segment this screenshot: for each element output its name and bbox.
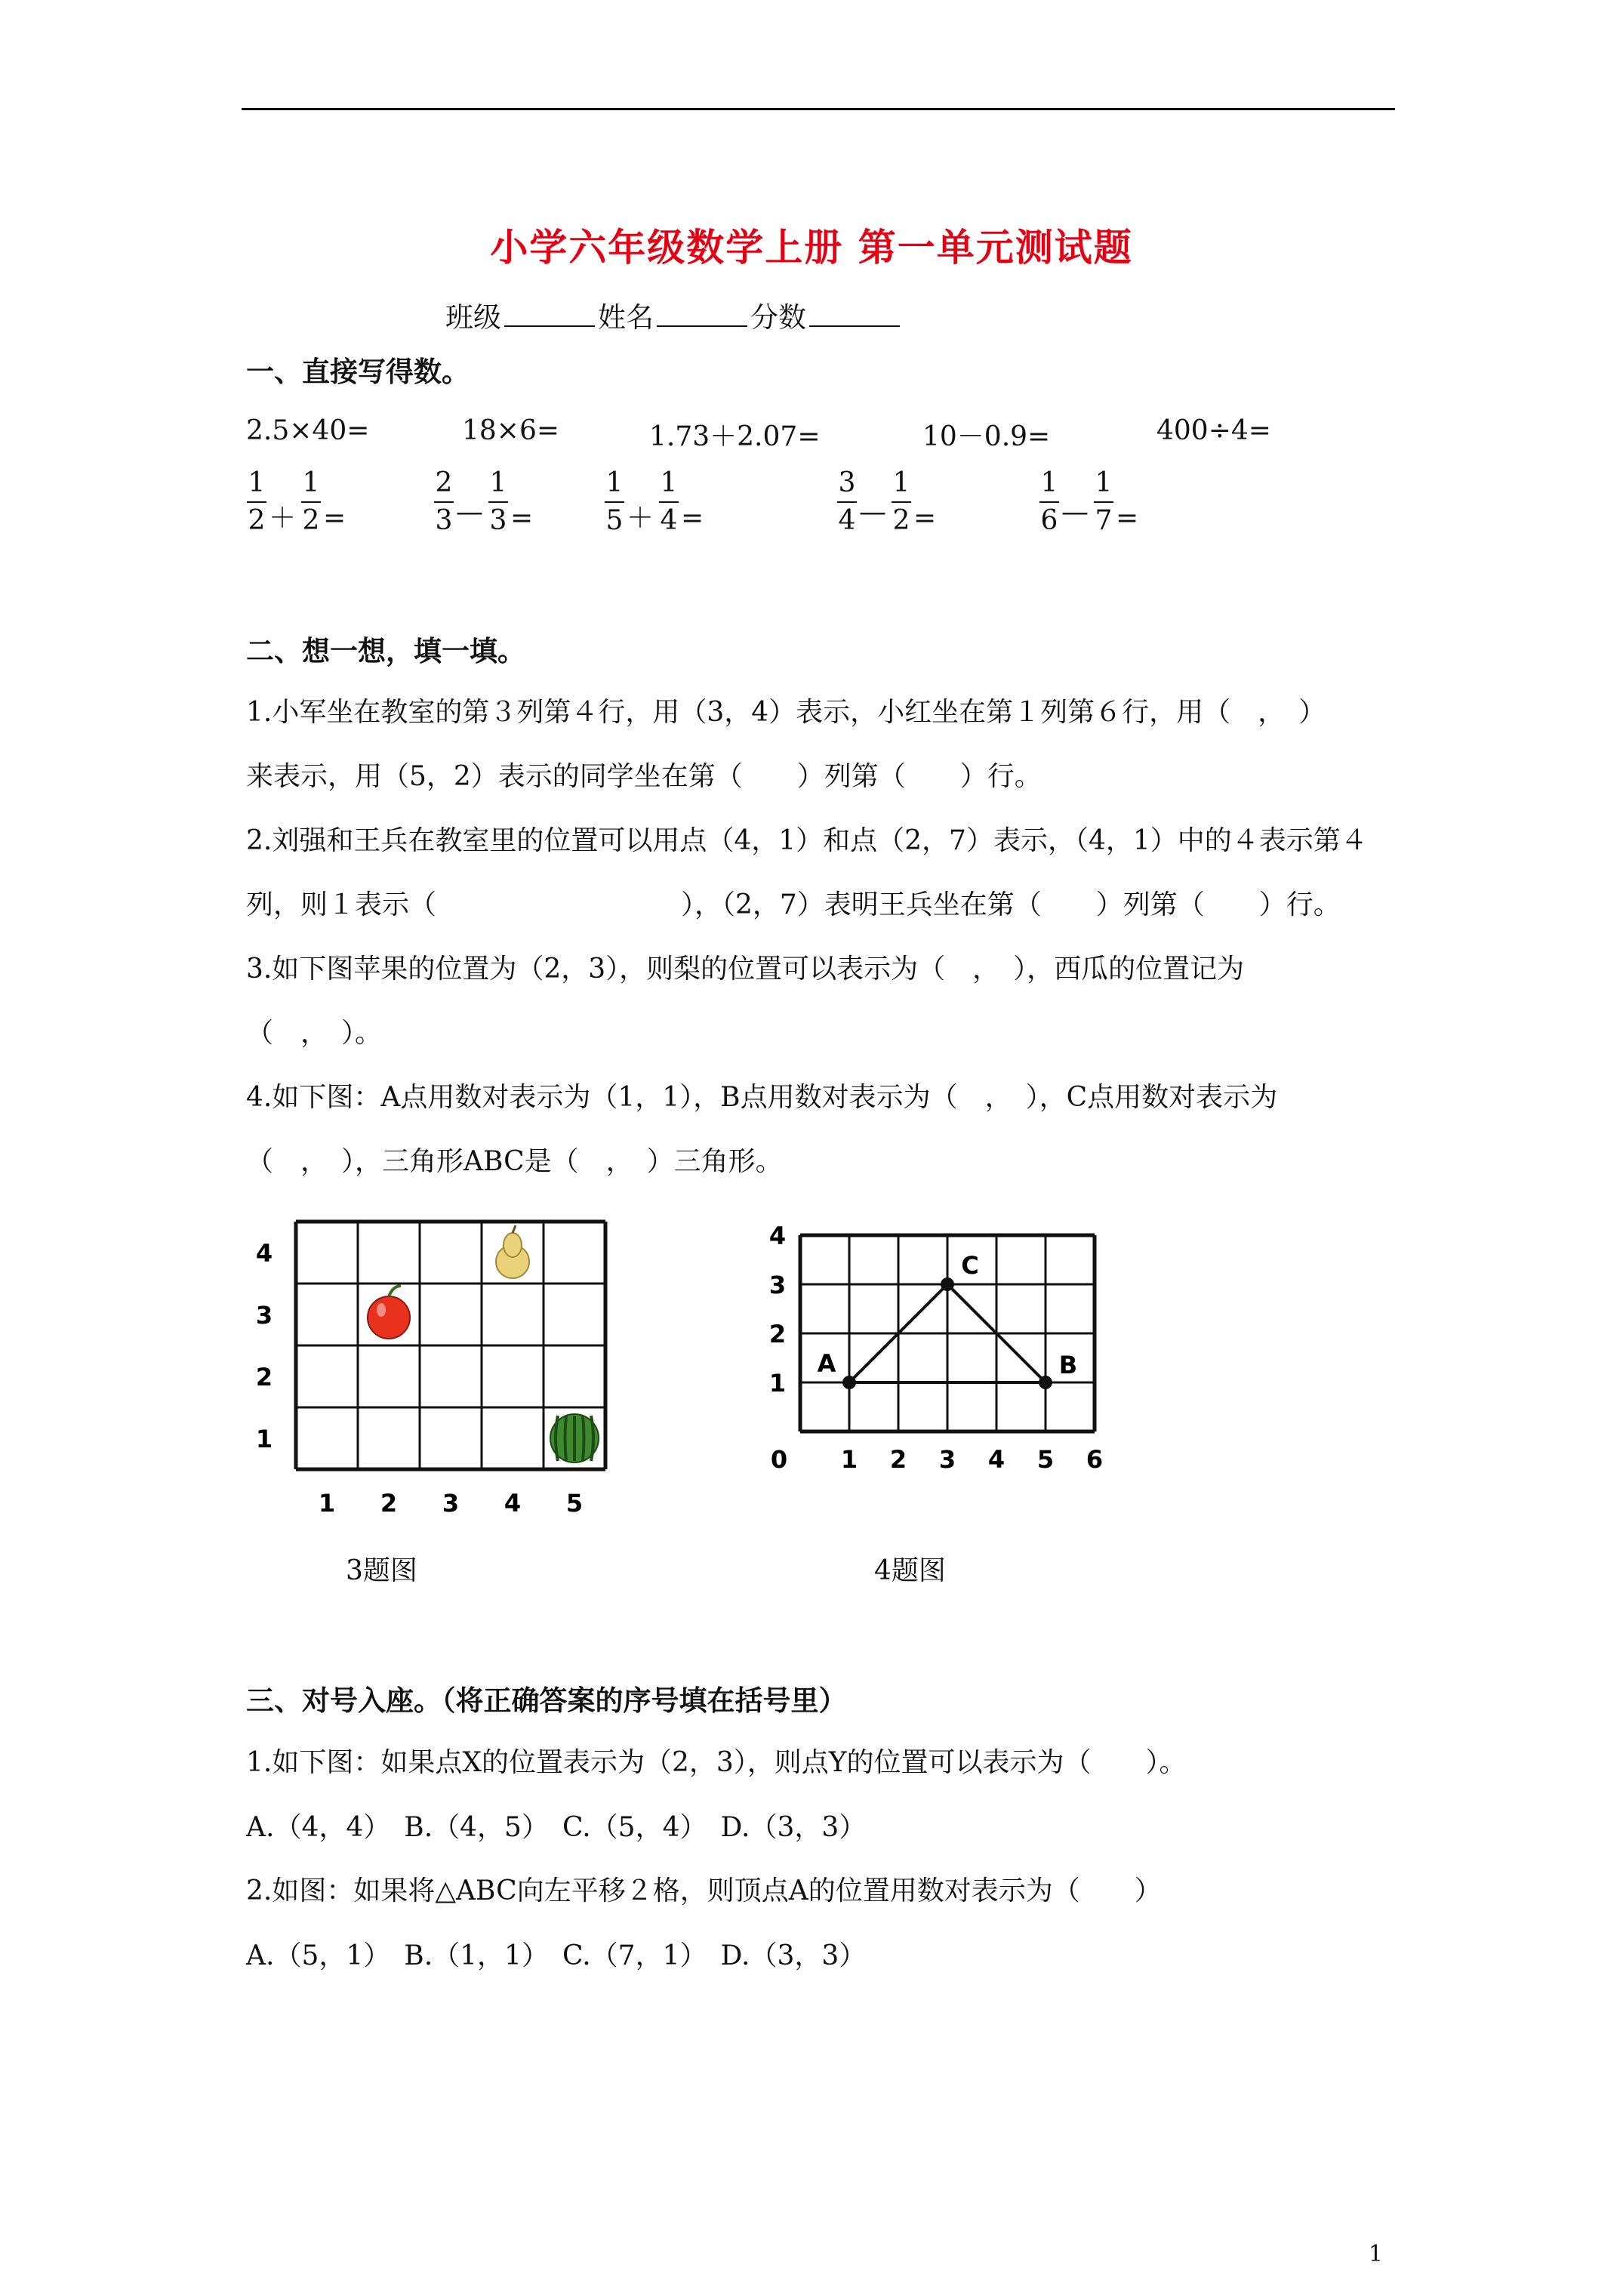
apple-icon [368, 1286, 410, 1339]
score-blank[interactable] [809, 301, 900, 327]
point-marker [941, 1277, 954, 1291]
x-tick-label: 5 [565, 1489, 584, 1518]
x-tick-label: 3 [442, 1489, 460, 1518]
equals-sign: = [681, 503, 704, 534]
question-line: 1.小军坐在教室的第３列第４行，用（3，4）表示，小红坐在第１列第６行，用（ ， ） [246, 697, 1326, 728]
point-label: A [817, 1349, 836, 1378]
y-tick-label: 3 [255, 1301, 273, 1330]
name-label: 姓名 [598, 301, 654, 334]
numerator: 1 [1095, 467, 1113, 498]
denominator: 4 [660, 505, 678, 536]
name-blank[interactable] [657, 301, 747, 327]
equals-sign: = [1116, 503, 1139, 534]
numerator: 1 [489, 467, 507, 498]
question-line: 3.如下图苹果的位置为（2，3），则梨的位置可以表示为（ ， ），西瓜的位置记为 [246, 954, 1245, 985]
point-marker [1039, 1376, 1052, 1389]
y-tick-label: 2 [768, 1320, 787, 1348]
apple-body [368, 1296, 410, 1339]
fraction [1093, 467, 1114, 536]
y-tick-label: 3 [768, 1271, 787, 1299]
figure4-grid [755, 1208, 1147, 1495]
fraction-bar [605, 501, 624, 503]
y-tick-label: 1 [255, 1425, 273, 1453]
pear-icon [496, 1225, 529, 1278]
x-tick-label: 4 [987, 1445, 1006, 1474]
section2-heading: 二、想一想，填一填。 [246, 634, 525, 667]
fraction [433, 467, 454, 536]
x-tick-label: 2 [380, 1489, 398, 1518]
fraction-bar [247, 501, 266, 503]
y-tick-label: 2 [255, 1363, 273, 1391]
top-rule [242, 108, 1395, 110]
fraction [891, 467, 912, 536]
numerator: 3 [838, 467, 856, 498]
denominator: 3 [435, 505, 453, 536]
point-label: B [1058, 1351, 1078, 1379]
fraction [488, 467, 509, 536]
denominator: 5 [605, 505, 624, 536]
denominator: 2 [248, 505, 266, 536]
pear-stem [513, 1225, 516, 1233]
fraction [300, 467, 322, 536]
x-tick-label: 3 [938, 1445, 956, 1474]
fraction-bar [1094, 501, 1113, 503]
question-line: 4.如下图：A点用数对表示为（1，1），B点用数对表示为（ ， ），C点用数对表示为 [246, 1082, 1278, 1113]
pear-top [504, 1233, 522, 1257]
fraction-bar [301, 501, 321, 503]
question-line: 列，则１表示（ ），（2，7）表明王兵坐在第（ ）列第（ ）行。 [246, 889, 1341, 920]
numerator: 1 [605, 467, 624, 498]
calc-item: 1.73＋2.07= [649, 421, 821, 452]
watermelon-stripe [565, 1416, 567, 1461]
x-tick-label: 2 [889, 1445, 907, 1474]
answer-options: A.（4，4） B.（4，5） C.（5，4） D.（3，3） [246, 1812, 867, 1843]
denominator: 2 [892, 505, 910, 536]
page-title: 小学六年级数学上册 第一单元测试题 [490, 225, 1133, 270]
denominator: 7 [1095, 505, 1113, 536]
fraction [246, 467, 267, 536]
calc-item: 2.5×40= [246, 415, 370, 446]
point-label: C [961, 1251, 979, 1280]
question-line: （ ， ）。 [246, 1018, 383, 1049]
y-tick-label: 1 [768, 1369, 787, 1398]
watermelon-stripe [583, 1416, 584, 1461]
x-tick-label: 1 [318, 1489, 336, 1518]
numerator: 2 [435, 467, 453, 498]
question-line: （ ， ），三角形ABC是（ ， ）三角形。 [246, 1146, 783, 1177]
operator: ＋ [269, 503, 297, 534]
x-tick-label: 1 [840, 1445, 858, 1474]
watermelon-icon [550, 1414, 599, 1462]
calc-item: 10－0.9= [922, 421, 1051, 452]
point-marker [842, 1376, 856, 1389]
equals-sign: = [323, 503, 346, 534]
section1-heading: 一、直接写得数。 [246, 355, 470, 388]
operator: — [859, 497, 886, 528]
denominator: 2 [302, 505, 320, 536]
y-tick-label: 4 [255, 1239, 273, 1268]
fraction-bar [837, 501, 857, 503]
x-tick-label: 0 [770, 1445, 788, 1474]
denominator: 4 [838, 505, 856, 536]
class-label: 班级 [445, 301, 501, 334]
numerator: 1 [660, 467, 678, 498]
equals-sign: = [913, 503, 937, 534]
apple-highlight [377, 1303, 386, 1317]
fraction [658, 467, 679, 536]
question-line: 2.刘强和王兵在教室里的位置可以用点（4，1）和点（2，7）表示，（4，1）中的４表示第４ [246, 825, 1368, 856]
fraction [836, 467, 858, 536]
fraction-bar [488, 501, 508, 503]
x-tick-label: 5 [1036, 1445, 1055, 1474]
section3-heading: 三、对号入座。（将正确答案的序号填在括号里） [246, 1684, 847, 1717]
calc-item: 400÷4= [1156, 415, 1271, 446]
denominator: 3 [489, 505, 507, 536]
page-number: 1 [1368, 2241, 1383, 2267]
fraction [604, 467, 625, 536]
denominator: 6 [1040, 505, 1058, 536]
operator: — [456, 497, 483, 528]
question-line: 1.如下图：如果点X的位置表示为（2，3），则点Y的位置可以表示为（ ）。 [246, 1747, 1187, 1778]
answer-options: A.（5，1） B.（1，1） C.（7，1） D.（3，3） [246, 1940, 867, 1971]
numerator: 1 [892, 467, 910, 498]
question-line: 来表示，用（5，2）表示的同学坐在第（ ）列第（ ）行。 [246, 761, 1042, 792]
operator: — [1061, 497, 1089, 528]
numerator: 1 [1040, 467, 1058, 498]
x-tick-label: 4 [504, 1489, 522, 1518]
apple-stem [389, 1286, 401, 1296]
numerator: 1 [302, 467, 320, 498]
numerator: 1 [248, 467, 266, 498]
calc-item: 18×6= [462, 415, 560, 446]
fraction-bar [892, 501, 911, 503]
operator: ＋ [627, 503, 654, 534]
fraction-bar [434, 501, 454, 503]
class-blank[interactable] [504, 301, 595, 327]
fraction-bar [1039, 501, 1059, 503]
figure3-grid [242, 1208, 634, 1525]
student-info-line [445, 294, 903, 335]
x-tick-label: 6 [1086, 1445, 1104, 1474]
figure3-caption: 3题图 [346, 1555, 417, 1586]
fraction [1039, 467, 1060, 536]
equals-sign: = [510, 503, 534, 534]
figure4-caption: 4题图 [874, 1555, 946, 1586]
score-label: 分数 [750, 301, 806, 334]
question-line: 2.如图：如果将△ABC向左平移２格，则顶点A的位置用数对表示为（ ） [246, 1875, 1162, 1906]
fraction-bar [659, 501, 679, 503]
y-tick-label: 4 [768, 1222, 787, 1250]
